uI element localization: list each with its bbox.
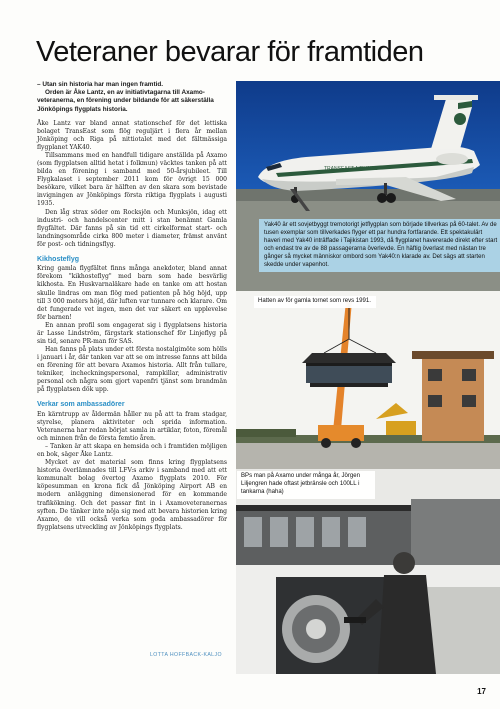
article-text-column <box>37 81 227 532</box>
tower-demolition-photo <box>236 291 500 469</box>
mechanic-photo <box>236 469 500 674</box>
body-paragraph: – Tanken är att skapa en hemsida och i framtiden möjligen en bok, säger Åke Lantz. <box>37 443 227 459</box>
plane-livery-text: TRANSEAST AIRLINES <box>324 166 378 172</box>
article-headline: Veteraner bevarar för framtiden <box>36 36 424 68</box>
body-paragraph: En kärntrupp av åldermän håller nu på att ta fram stadgar, styrelse, planera aktiviteter och sprida information. Veteranerna har redan börjat samla in artiklar, foton, föremål och minnen från de första femtio åren. <box>37 410 227 442</box>
body-paragraph: En annan profil som engagerat sig i flygplatsens historia är Lasse Lindström, färgstark stationschef för Linjeflyg på sin tid, senare PR-man för SAS. <box>37 321 227 345</box>
body-paragraph: Kring gamla flygfältet finns många anekdoter, bland annat förekom "kikhosteflyg" med barn som hade besvärlig kikhosta. En Huskvarnaläkare hade en tanke om att hostan skulle lindras om man flög med patienten på hög höjd, upp till 3 000 meters höjd, där luften var tunnare och klarare. Om det fungerade vet ingen, men det var säkert en upplevelse för barnen! <box>37 265 227 321</box>
body-paragraph: Mycket av det material som finns kring flygplatsens historia överlämnades till LFV:s arkiv i samband med att ett kommunalt bolag övertog Axamo flygplats 2010. För köpesumman en krona fick då Jönköping Airport AB en modern anläggning dimensionerad för en kommande trafikökning. Och det passar fint in i Axamoveteranernas syften. De tänker inte nöja sig med att bevara historien kring Axamo, de vill också verka som goda ambassadörer för flygplatsens utveckling av Jönköpings flygplats. <box>37 459 227 531</box>
yak40-caption: Yak40 är ett sovjetbyggt tremotorigt jetflygplan som började tillverkas på 60-talet. Av de tusen exemplar som tillverkades flyger ett par hundra fortfarande. Ett spektakulärt haveri med Yak40 inträffade i Tajikistan 1993, då flygplanet havererade direkt efter start och endast tre av de 88 passagerarna överlevde. En häftig överlast med nästan tre gånger så mycket människor ombord som Yak40:n klarade av. Det sägs att starten skedde under vapenhot. <box>259 219 500 272</box>
subheading-kikhosteflyg: Kikhosteflyg <box>37 255 80 263</box>
subheading-ambassadorer: Verkar som ambassadörer <box>37 401 125 409</box>
body-paragraph: Den låg strax söder om Rocksjön och Munksjön, idag ett industri- och handelscenter mitt i stan benämnt Gamla flygfältet. Där fanns på sin tid ett cirkelformat start- och landningsområde cirka 800 meter i diameter, främst använt för post- och tidningsflyg. <box>37 208 227 248</box>
page-number: 17 <box>477 687 486 696</box>
tower-demolition-illustration <box>236 291 500 469</box>
article-byline: LOTTA HOFFBACK-KALJO <box>150 652 222 658</box>
body-paragraph: Åke Lantz var bland annat stationschef för det lettiska bolaget TransEast som flög reguljärt i flera år mellan Jönköping och Riga på nittiotalet med det fältmässiga flygplanet YAK40. <box>37 119 227 151</box>
body-paragraph: Han fanns på plats under ett första nostalgimöte som hölls i januari i år, där tanken var att se om intresse fanns att bilda en förening för att bevara Axamos historia. Allt från tullare, tekniker, incheckningspersonal, rampkillar, administrativ personal och några som gjort vapenfri tjänst som brandmän på flygplatsen dök upp. <box>37 345 227 394</box>
tower-caption: Hatten av för gamla tornet som revs 1991. <box>254 296 376 308</box>
article-lead <box>37 81 227 114</box>
body-paragraph: Tillsammans med en handfull tidigare anställda på Axamo (som flygplatsen alltid hetat i folkmun) väcktes tanken på att bilda en förening i samband med 50-årsjubileet. Till Flygkalaset i september 2011 kom för övrigt 15 000 besökare, vilket bara är hälften av den skara som bevistade invigningen av Jönköpings första riktiga flygplats i augusti 1935. <box>37 152 227 208</box>
lead-quote: – Utan sin historia har man ingen framtid. <box>37 81 164 88</box>
mechanic-caption: BPs man på Axamo under många år, Jörgen Liljengren hade oftast jetbränsle och 100LL i tankarna (haha) <box>237 471 375 499</box>
mechanic-illustration <box>236 469 500 674</box>
lead-intro: Orden är Åke Lantz, en av initiativtagarna till Axamo-veteranerna, en förening under bildande för att säkerställa Jönköpings flygplats historia. <box>37 89 214 113</box>
